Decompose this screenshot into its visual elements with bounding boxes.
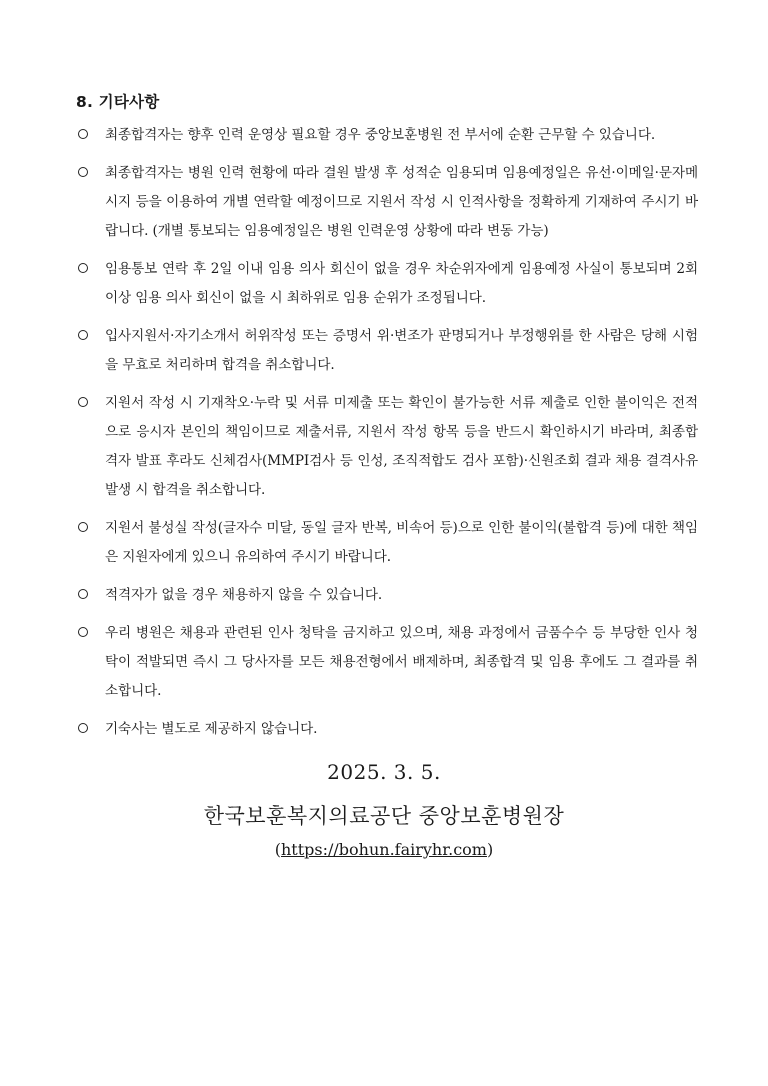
circle-bullet-icon xyxy=(78,397,88,407)
announcement-date: 2025. 3. 5. xyxy=(327,760,441,784)
list-item-text: 적격자가 없을 경우 채용하지 않을 수 있습니다. xyxy=(105,587,383,603)
list-item xyxy=(78,159,698,246)
list-item-text: 최종합격자는 병원 인력 현황에 따라 결원 발생 후 성적순 임용되며 임용예정일은 유선·이메일·문자메시지 등을 이용하여 개별 연락할 예정이므로 지원서 작성 시 인적사항을 정확하게 기재하여 주시기 바랍니다. (개별 통보되는 임용예정일은 병원 인력운영 상황에 따라 변동 가능) xyxy=(105,165,698,239)
website-link[interactable]: https://bohun.fairyhr.com xyxy=(281,840,487,859)
list-item xyxy=(78,322,698,380)
circle-bullet-icon xyxy=(78,330,88,340)
list-item xyxy=(78,619,698,706)
organization-name: 한국보훈복지의료공단 중앙보훈병원장 xyxy=(203,804,565,828)
list-item-text: 지원서 불성실 작성(글자수 미달, 동일 글자 반복, 비속어 등)으로 인한 불이익(불합격 등)에 대한 책임은 지원자에게 있으니 유의하여 주시기 바랍니다. xyxy=(105,520,698,565)
list-item xyxy=(78,389,698,505)
list-item xyxy=(78,514,698,572)
circle-bullet-icon xyxy=(78,263,88,273)
circle-bullet-icon xyxy=(78,627,88,637)
list-item-text: 임용통보 연락 후 2일 이내 임용 의사 회신이 없을 경우 차순위자에게 임용예정 사실이 통보되며 2회 이상 임용 의사 회신이 없을 시 최하위로 임용 순위가 조정됩니다. xyxy=(105,261,698,306)
section-heading: 8. 기타사항 xyxy=(76,93,160,111)
list-item xyxy=(78,121,698,150)
list-item xyxy=(78,715,698,744)
url-open-paren: ( xyxy=(274,840,281,859)
list-item xyxy=(78,581,698,610)
list-item-text: 최종합격자는 향후 인력 운영상 필요할 경우 중앙보훈병원 전 부서에 순환 근무할 수 있습니다. xyxy=(105,127,656,143)
list-item-text: 입사지원서·자기소개서 허위작성 또는 증명서 위·변조가 판명되거나 부정행위를 한 사람은 당해 시험을 무효로 처리하며 합격을 취소합니다. xyxy=(105,328,698,373)
list-item-text: 기숙사는 별도로 제공하지 않습니다. xyxy=(105,721,318,737)
list-item-text: 지원서 작성 시 기재착오·누락 및 서류 미제출 또는 확인이 불가능한 서류 제출로 인한 불이익은 전적으로 응시자 본인의 책임이므로 제출서류, 지원서 작성 항목 등을 반드시 확인하시기 바라며, 최종합격자 발표 후라도 신체검사(MMPI검사 등 인성, 조직적합도 검사 포함)·신원조회 결과 채용 결격사유 발생 시 합격을 취소합니다. xyxy=(105,395,698,498)
circle-bullet-icon xyxy=(78,589,88,599)
circle-bullet-icon xyxy=(78,167,88,177)
url-close-paren: ) xyxy=(486,840,494,859)
website-line xyxy=(0,840,768,859)
list-item-text: 우리 병원은 채용과 관련된 인사 청탁을 금지하고 있으며, 채용 과정에서 금품수수 등 부당한 인사 청탁이 적발되면 즉시 그 당사자를 모든 채용전형에서 배제하며, 최종합격 및 임용 후에도 그 결과를 취소합니다. xyxy=(105,625,698,699)
circle-bullet-icon xyxy=(78,129,88,139)
notice-list xyxy=(78,121,698,753)
list-item xyxy=(78,255,698,313)
circle-bullet-icon xyxy=(78,723,88,733)
circle-bullet-icon xyxy=(78,522,88,532)
